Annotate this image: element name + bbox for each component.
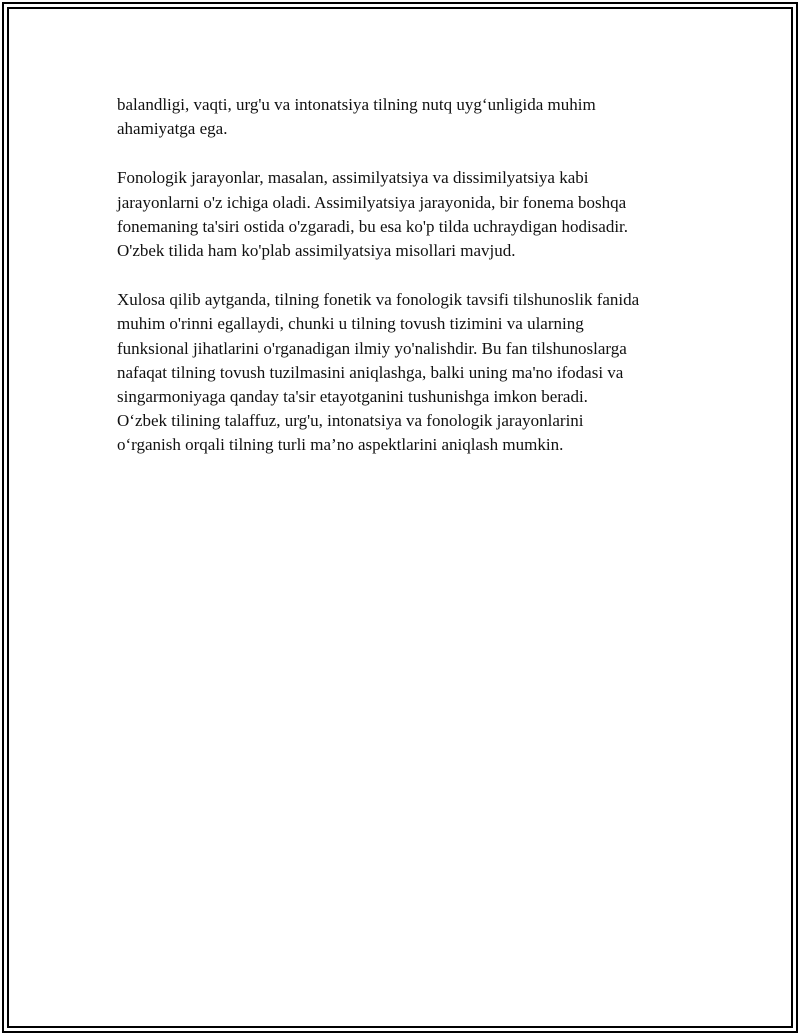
text-line: singarmoniyaga qanday ta'sir etayotganini tushunishga imkon beradi. bbox=[117, 387, 588, 407]
text-line: o‘rganish orqali tilning turli ma’no aspektlarini aniqlash mumkin. bbox=[117, 435, 564, 455]
text-line: O'zbek tilida ham ko'plab assimilyatsiya misollari mavjud. bbox=[117, 241, 516, 261]
text-line: jarayonlarni o'z ichiga oladi. Assimilyatsiya jarayonida, bir fonema boshqa bbox=[117, 192, 627, 212]
paragraph-2 bbox=[117, 166, 717, 263]
text-line: Xulosa qilib aytganda, tilning fonetik va fonologik tavsifi tilshunoslik fanida bbox=[117, 290, 640, 310]
text-line: muhim o'rinni egallaydi, chunki u tilning tovush tizimini va ularning bbox=[117, 314, 584, 334]
paragraph-1 bbox=[117, 93, 717, 141]
text-line: fonemaning ta'siri ostida o'zgaradi, bu esa ko'p tilda uchraydigan hodisadir. bbox=[117, 216, 629, 236]
paragraph-3 bbox=[117, 288, 717, 457]
text-line: funksional jihatlarini o'rganadigan ilmiy yo'nalishdir. Bu fan tilshunoslarga bbox=[117, 338, 627, 358]
text-line: O‘zbek tilining talaffuz, urg'u, intonatsiya va fonologik jarayonlarini bbox=[117, 411, 584, 431]
text-line: ahamiyatga ega. bbox=[117, 119, 228, 139]
document-body bbox=[117, 93, 717, 483]
text-line: balandligi, vaqti, urg'u va intonatsiya tilning nutq uyg‘unligida muhim bbox=[117, 95, 596, 114]
text-line: Fonologik jarayonlar, masalan, assimilyatsiya va dissimilyatsiya kabi bbox=[117, 168, 589, 188]
text-line: nafaqat tilning tovush tuzilmasini aniqlashga, balki uning ma'no ifodasi va bbox=[117, 362, 624, 382]
